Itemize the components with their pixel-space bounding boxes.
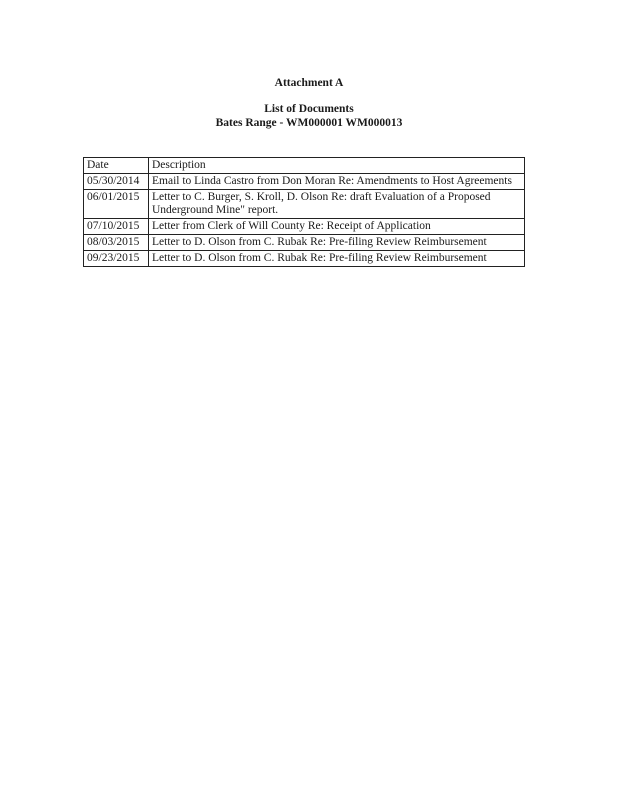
row-description: Letter to D. Olson from C. Rubak Re: Pre-filing Review Reimbursement	[149, 251, 525, 267]
table-row	[84, 235, 525, 251]
column-header-description: Description	[149, 158, 525, 174]
row-date: 05/30/2014	[84, 174, 149, 190]
table-header-row	[84, 158, 525, 174]
row-description: Letter to C. Burger, S. Kroll, D. Olson Re: draft Evaluation of a Proposed Underground Mine" report.	[149, 190, 525, 219]
table-row	[84, 251, 525, 267]
bates-range: Bates Range - WM000001 WM000013	[215, 117, 403, 129]
column-header-date: Date	[84, 158, 149, 174]
row-description: Letter to D. Olson from C. Rubak Re: Pre-filing Review Reimbursement	[149, 235, 525, 251]
documents-table	[83, 157, 525, 267]
row-date: 09/23/2015	[84, 251, 149, 267]
row-date: 07/10/2015	[84, 219, 149, 235]
row-description: Letter from Clerk of Will County Re: Receipt of Application	[149, 219, 525, 235]
row-date: 08/03/2015	[84, 235, 149, 251]
row-date: 06/01/2015	[84, 190, 149, 219]
table-row	[84, 174, 525, 190]
row-description: Email to Linda Castro from Don Moran Re: Amendments to Host Agreements	[149, 174, 525, 190]
list-title: List of Documents	[264, 103, 354, 115]
table-row	[84, 190, 525, 219]
table-row	[84, 219, 525, 235]
attachment-title: Attachment A	[274, 77, 344, 89]
